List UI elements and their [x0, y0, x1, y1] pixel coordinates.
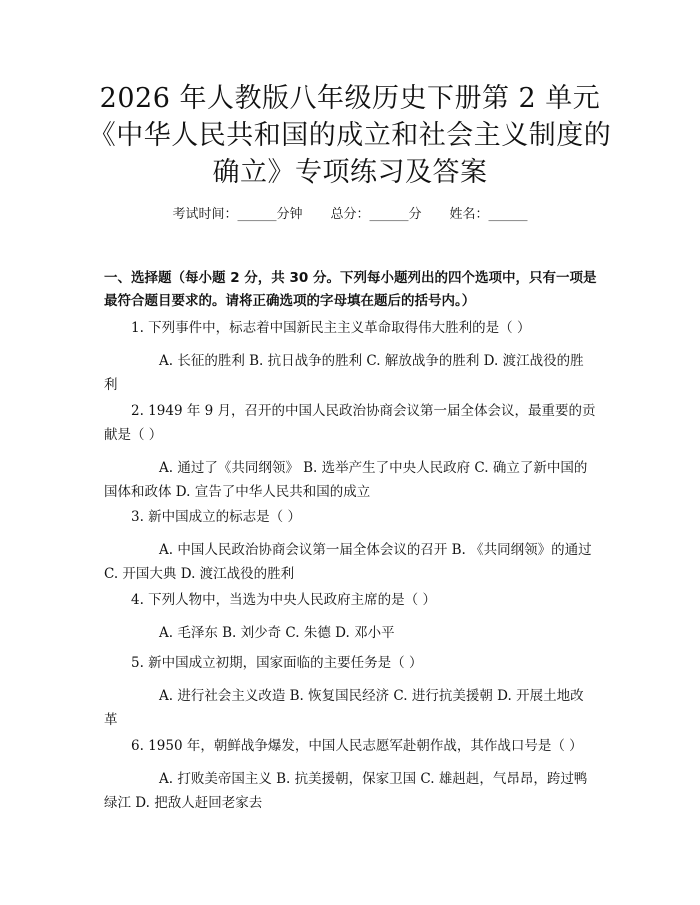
question-4: [104, 588, 597, 645]
question-1: [104, 316, 597, 397]
question-stem: 2. 1949 年 9 月，召开的中国人民政治协商会议第一届全体会议，最重要的贡献是（ ）: [104, 403, 596, 443]
question-2: [104, 399, 597, 504]
question-3: [104, 505, 597, 586]
section-heading: 一、选择题（每小题 2 分，共 30 分。下列每小题列出的四个选项中，只有一项是最符合题目要求的。请将正确选项的字母填在题后的括号内。）: [104, 270, 597, 309]
question-stem: 1. 下列事件中，标志着中国新民主主义革命取得伟大胜利的是（ ）: [131, 320, 531, 336]
question-stem: 3. 新中国成立的标志是（ ）: [131, 509, 301, 525]
question-stem: 5. 新中国成立初期，国家面临的主要任务是（ ）: [131, 655, 423, 671]
student-name-field: 姓名：______: [449, 207, 528, 222]
question-options: A. 长征的胜利 B. 抗日战争的胜利 C. 解放战争的胜利 D. 渡江战役的胜利: [104, 353, 584, 393]
total-score-field: 总分：______分: [330, 207, 422, 222]
question-options: A. 毛泽东 B. 刘少奇 C. 朱德 D. 邓小平: [159, 625, 395, 641]
exam-time-field: 考试时间：______分钟: [172, 207, 303, 222]
question-options: A. 通过了《共同纲领》 B. 选举产生了中央人民政府 C. 确立了新中国的国体和政体 D. 宣告了中华人民共和国的成立: [104, 460, 588, 500]
question-6: [104, 734, 597, 815]
document-title: 2026 年人教版八年级历史下册第 2 单元《中华人民共和国的成立和社会主义制度的确立》专项练习及答案: [88, 83, 612, 188]
exam-info-line: [0, 206, 700, 224]
question-5: [104, 651, 597, 732]
question-options: A. 中国人民政治协商会议第一届全体会议的召开 B. 《共同纲领》的通过 C. 开国大典 D. 渡江战役的胜利: [104, 542, 592, 582]
question-stem: 4. 下列人物中，当选为中央人民政府主席的是（ ）: [131, 592, 436, 608]
question-stem: 6. 1950 年，朝鲜战争爆发，中国人民志愿军赴朝作战，其作战口号是（ ）: [131, 738, 583, 754]
question-options: A. 进行社会主义改造 B. 恢复国民经济 C. 进行抗美援朝 D. 开展土地改革: [104, 688, 584, 728]
question-options: A. 打败美帝国主义 B. 抗美援朝，保家卫国 C. 雄赳赳，气昂昂，跨过鸭绿江 D. 把敌人赶回老家去: [104, 771, 588, 811]
